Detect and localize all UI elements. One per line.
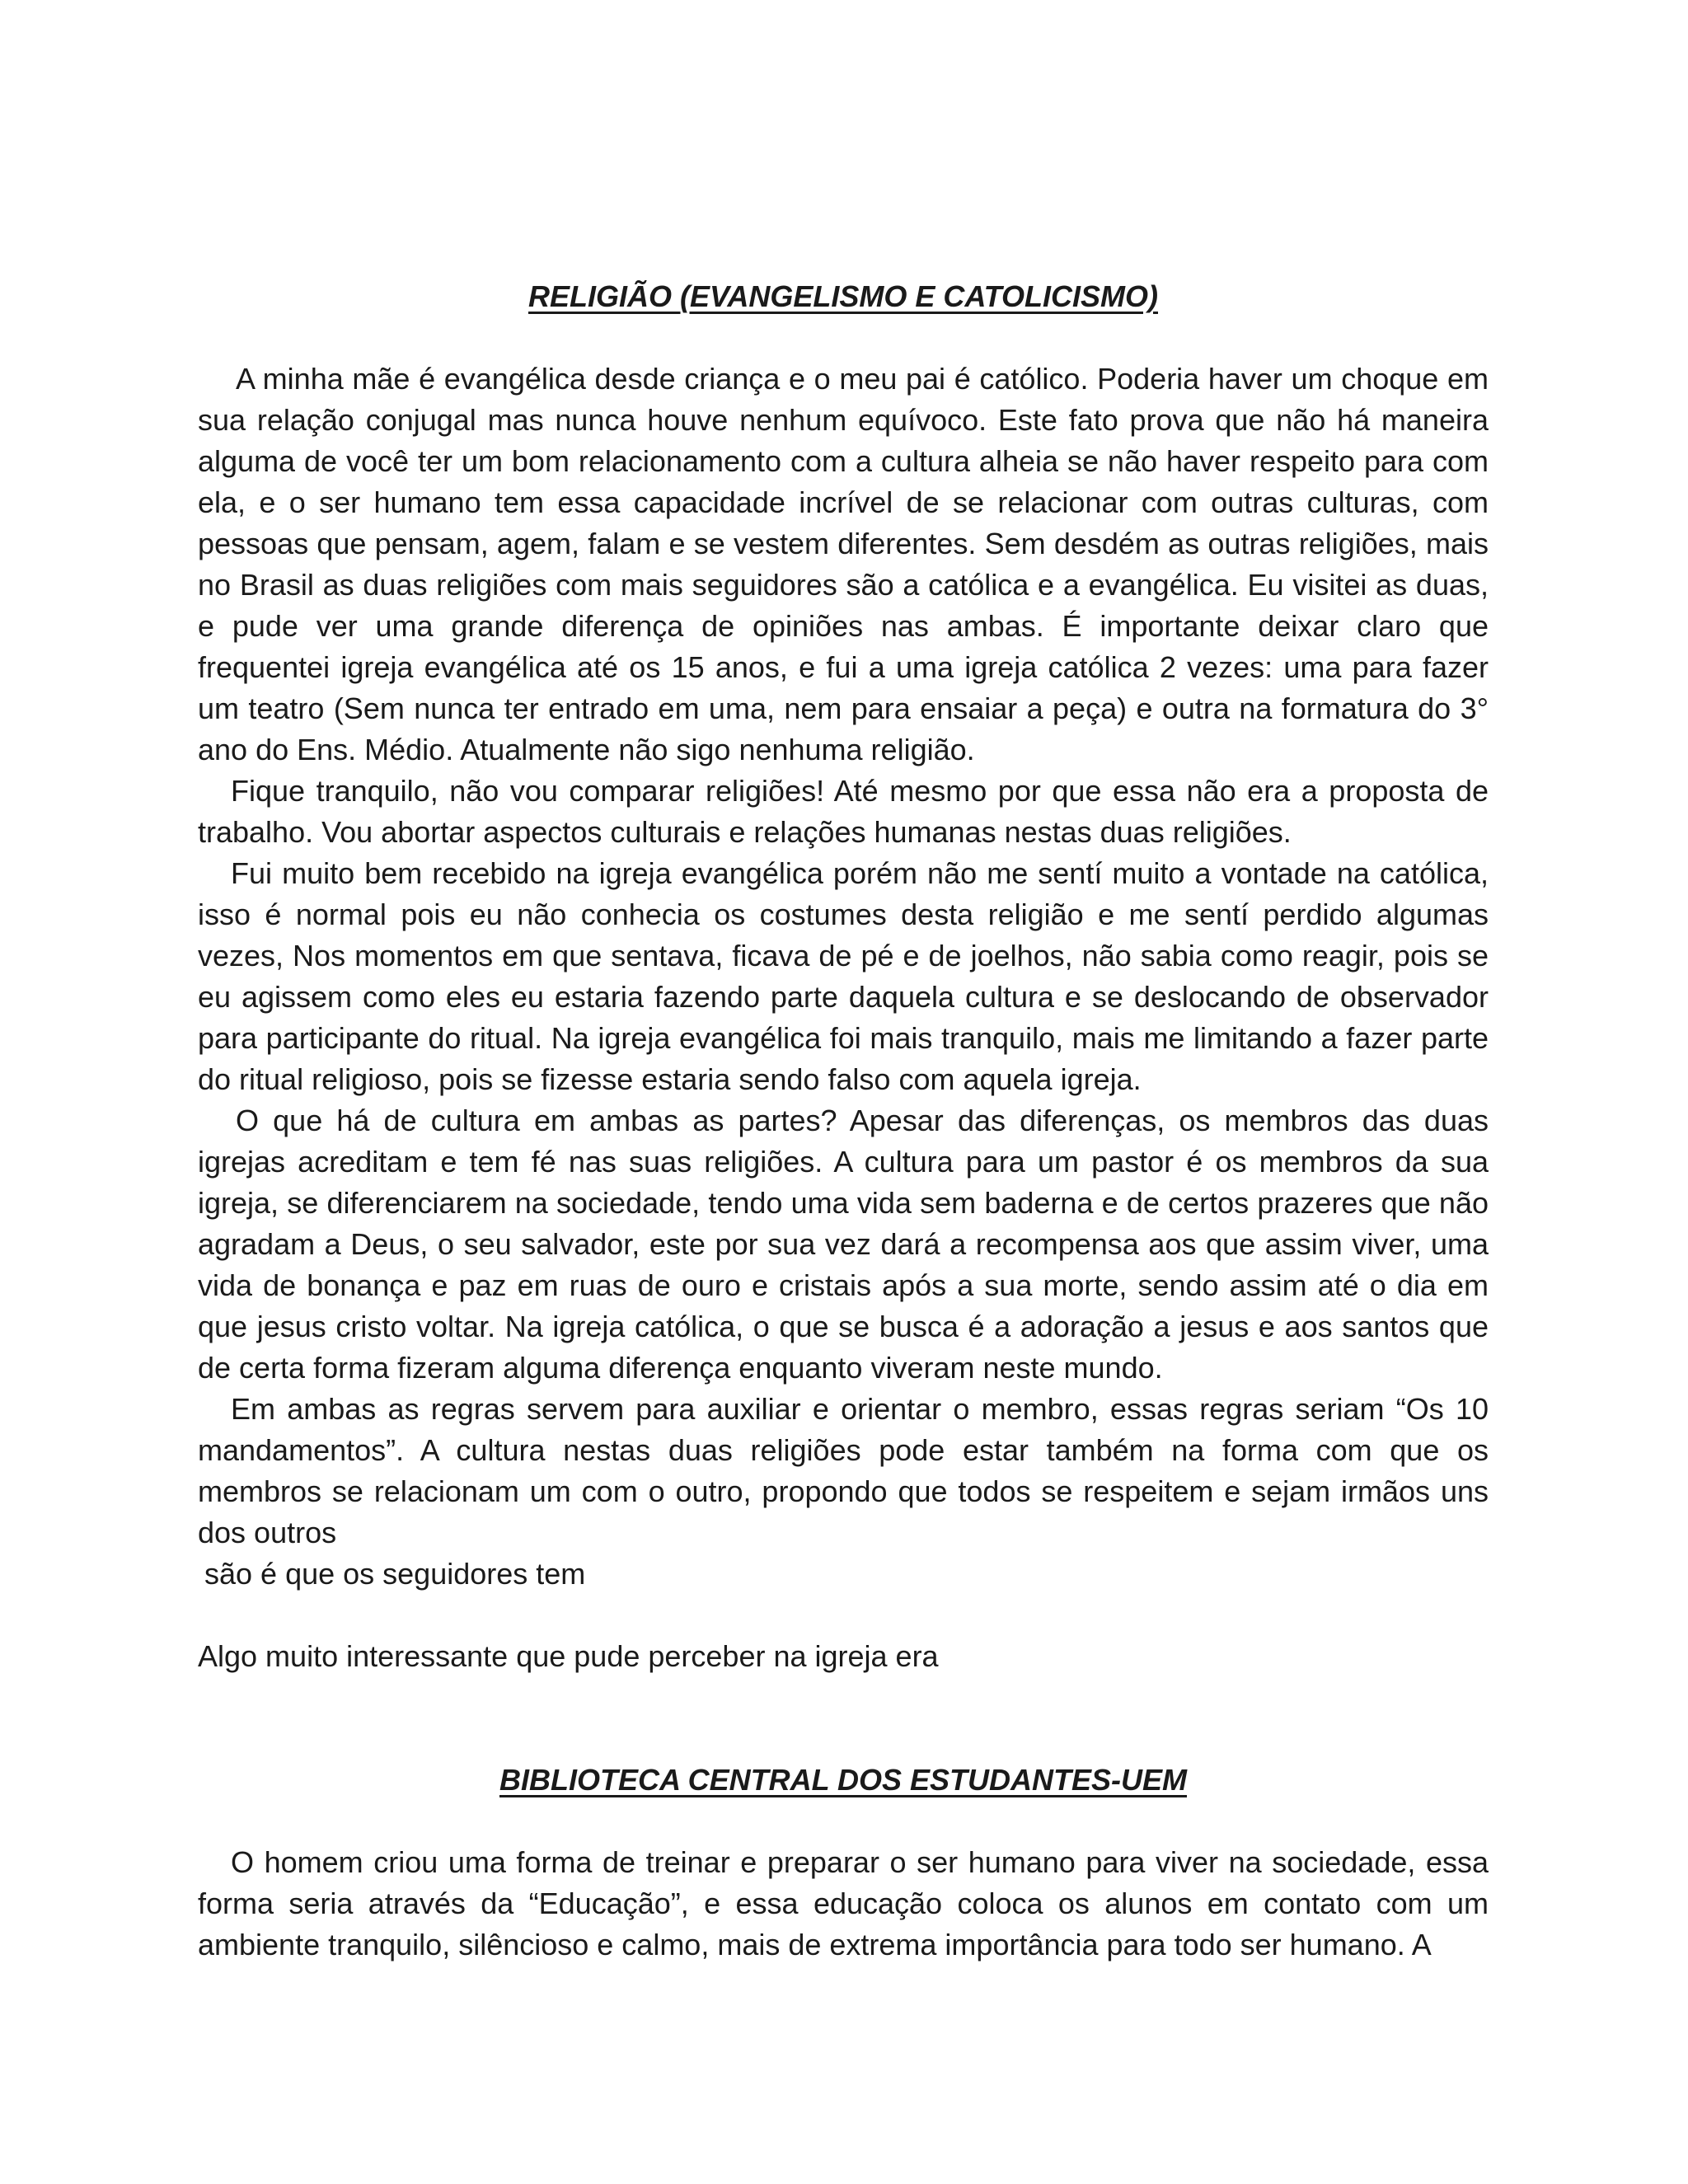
section-title-religion: RELIGIÃO (EVANGELISMO E CATOLICISMO) — [528, 279, 1158, 313]
paragraph-religion-reception: Fui muito bem recebido na igreja evangélica porém não me sentí muito a vontade na católica, isso é normal pois eu não conhecia os costumes desta religião e me sentí perdido algumas vezes, Nos momentos em que sentava, ficava de pé e de joelhos, não sabia como reagir, pois se eu agissem como eles eu estaria fazendo parte daquela cultura e se deslocando de observador para participante do ritual. Na igreja evangélica foi mais tranquilo, mais me limitando a fazer parte do ritual religioso, pois se fizesse estaria sendo falso com aquela igreja. — [198, 856, 1489, 1096]
document-body — [198, 276, 1489, 1966]
paragraph-religion-culture: O que há de cultura em ambas as partes? Apesar das diferenças, os membros das duas igrejas acreditam e tem fé nas suas religiões. A cultura para um pastor é os membros da sua igreja, se diferenciarem na sociedade, tendo uma vida sem baderna e de certos prazeres que não agradam a Deus, o seu salvador, este por sua vez dará a recompensa aos que assim viver, uma vida de bonança e paz em ruas de ouro e cristais após a sua morte, sendo assim até o dia em que jesus cristo voltar. Na igreja católica, o que se busca é a adoração a jesus e aos santos que de certa forma fizeram alguma diferença enquanto viveram neste mundo. — [198, 1104, 1489, 1385]
text-fragment-observation: Algo muito interessante que pude perceber na igreja era — [198, 1639, 939, 1673]
paragraph-library-intro: O homem criou uma forma de treinar e preparar o ser humano para viver na sociedade, essa forma seria através da “Educação”, e essa educação coloca os alunos em contato com um ambiente tranquilo, silêncioso e calmo, mais de extrema importância para todo ser humano. A — [198, 1845, 1489, 1961]
section-title-library: BIBLIOTECA CENTRAL DOS ESTUDANTES-UEM — [499, 1763, 1187, 1797]
paragraph-religion-intro: A minha mãe é evangélica desde criança e o meu pai é católico. Poderia haver um choque em sua relação conjugal mas nunca houve nenhum equívoco. Este fato prova que não há maneira alguma de você ter um bom relacionamento com a cultura alheia se não haver respeito para com ela, e o ser humano tem essa capacidade incrível de se relacionar com outras culturas, com pessoas que pensam, agem, falam e se vestem diferentes. Sem desdém as outras religiões, mais no Brasil as duas religiões com mais seguidores são a católica e a evangélica. Eu visitei as duas, e pude ver uma grande diferença de opiniões nas ambas. É importante deixar claro que frequentei igreja evangélica até os 15 anos, e fui a uma igreja católica 2 vezes: uma para fazer um teatro (Sem nunca ter entrado em uma, nem para ensaiar a peça) e outra na formatura do 3° ano do Ens. Médio. Atualmente não sigo nenhuma religião. — [198, 362, 1489, 766]
text-fragment-followers: são é que os seguidores tem — [204, 1557, 586, 1591]
paragraph-religion-rules: Em ambas as regras servem para auxiliar e orientar o membro, essas regras seriam “Os 10 mandamentos”. A cultura nestas duas religiões pode estar também na forma com que os membros se relacionam um com o outro, propondo que todos se respeitem e sejam irmãos uns dos outros — [198, 1392, 1489, 1549]
paragraph-religion-comparison: Fique tranquilo, não vou comparar religiões! Até mesmo por que essa não era a proposta de trabalho. Vou abortar aspectos culturais e relações humanas nestas duas religiões. — [198, 774, 1489, 849]
